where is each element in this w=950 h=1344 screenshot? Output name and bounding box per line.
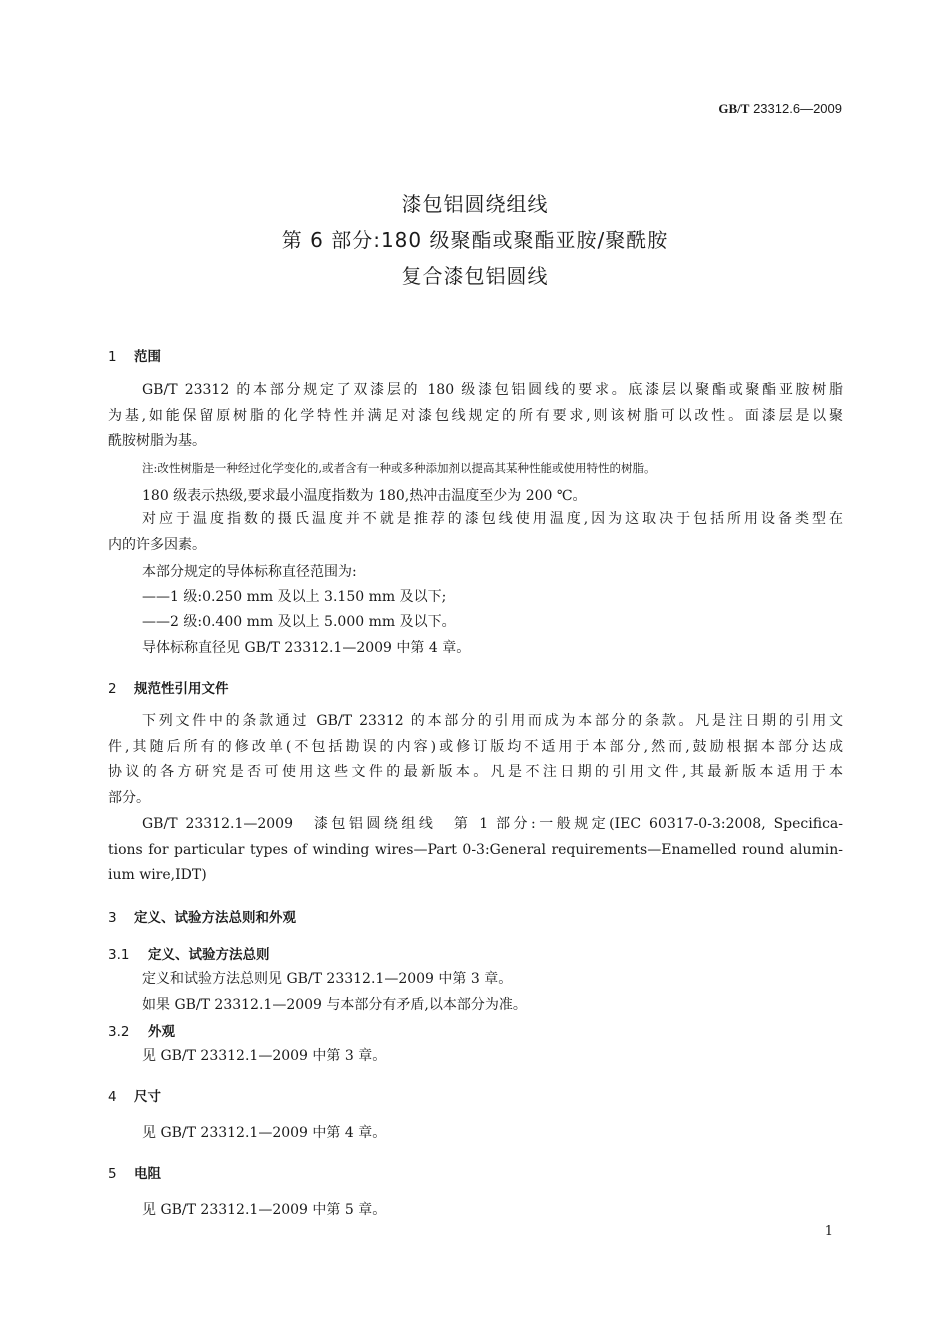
section-number: 1 — [108, 349, 117, 365]
section-title: 规范性引用文件 — [134, 681, 229, 697]
title-line-3: 复合漆包铝圆线 — [401, 264, 549, 288]
page-number: 1 — [824, 1224, 833, 1239]
text-line: 件,其随后所有的修改单(不包括勘误的内容)或修订版均不适用于本部分,然而,鼓励根据本部分达成 — [108, 738, 843, 755]
text-line: 对应于温度指数的摄氏温度并不就是推荐的漆包线使用温度,因为这取决于包括所用设备类型在 — [142, 511, 843, 527]
section-3-heading — [108, 906, 296, 926]
text-line: 酰胺树脂为基。 — [108, 433, 206, 449]
title-line-2: 第 6 部分:180 级聚酯或聚酯亚胺/聚酰胺 — [281, 228, 669, 252]
section-1-note: 注:改性树脂是一种经过化学变化的,或者含有一种或多种添加剂以提高其某种性能或使用特性的树脂。 — [142, 461, 656, 475]
title-line-1: 漆包铝圆绕组线 — [401, 192, 549, 216]
section-2-heading — [108, 677, 229, 697]
section-number: 2 — [108, 681, 117, 697]
section-1-paragraph-5: 导体标称直径见 GB/T 23312.1—2009 中第 4 章。 — [142, 640, 471, 656]
list-item: ——1 级:0.250 mm 及以上 3.150 mm 及以下; — [142, 589, 447, 605]
section-title: 尺寸 — [134, 1089, 161, 1105]
text-line: 为基,如能保留原树脂的化学特性并满足对漆包线规定的所有要求,则该树脂可以改性。面漆层是以聚 — [108, 407, 843, 424]
section-title: 电阻 — [134, 1166, 161, 1182]
text-line: tions for particular types of winding wires—Part 0-3:General requirements—Enamelled round alumin- — [108, 841, 843, 858]
section-1-paragraph-1 — [108, 378, 843, 455]
section-4-heading — [108, 1085, 161, 1105]
normative-reference — [108, 812, 843, 889]
section-1-paragraph-3 — [108, 507, 843, 558]
section-4-paragraph-1: 见 GB/T 23312.1—2009 中第 4 章。 — [142, 1125, 387, 1141]
text-line: 协议的各方研究是否可使用这些文件的最新版本。凡是不注日期的引用文件,其最新版本适用于本 — [108, 764, 843, 780]
standard-prefix: GB/T — [718, 101, 750, 116]
section-number: 5 — [108, 1166, 117, 1182]
section-1-paragraph-4: 本部分规定的导体标称直径范围为: — [142, 564, 357, 580]
section-title: 外观 — [148, 1024, 175, 1040]
section-3-2-heading — [108, 1020, 175, 1040]
section-title: 范围 — [134, 349, 161, 365]
section-title: 定义、试验方法总则和外观 — [134, 910, 296, 926]
section-number: 4 — [108, 1089, 117, 1105]
text-line: 下列文件中的条款通过 GB/T 23312 的本部分的引用而成为本部分的条款。凡是注日期的引用文 — [142, 713, 843, 729]
section-3-2-paragraph-1: 见 GB/T 23312.1—2009 中第 3 章。 — [142, 1048, 387, 1064]
section-5-paragraph-1: 见 GB/T 23312.1—2009 中第 5 章。 — [142, 1202, 387, 1218]
list-item: ——2 级:0.400 mm 及以上 5.000 mm 及以下。 — [142, 614, 456, 630]
text-line: 部分。 — [108, 789, 150, 806]
text-line: ium wire,IDT) — [108, 867, 207, 883]
section-5-heading — [108, 1162, 161, 1182]
section-number: 3.1 — [108, 947, 130, 963]
text-line: 内的许多因素。 — [108, 536, 206, 553]
section-title: 定义、试验方法总则 — [148, 947, 270, 963]
section-number: 3 — [108, 910, 117, 926]
section-1-paragraph-2: 180 级表示热级,要求最小温度指数为 180,热冲击温度至少为 200 ℃。 — [142, 488, 587, 504]
section-1-heading — [108, 345, 161, 365]
standard-code: 23312.6—2009 — [753, 101, 842, 116]
section-3-1-heading — [108, 943, 270, 963]
section-number: 3.2 — [108, 1024, 130, 1040]
section-3-1-paragraph-2: 如果 GB/T 23312.1—2009 与本部分有矛盾,以本部分为准。 — [142, 997, 527, 1013]
text-line: GB/T 23312.1—2009 漆包铝圆绕组线 第 1 部分:一般规定(IEC 60317-0-3:2008, Specifica- — [142, 816, 843, 832]
section-2-paragraph-1 — [108, 709, 843, 811]
text-line: GB/T 23312 的本部分规定了双漆层的 180 级漆包铝圆线的要求。底漆层以聚酯或聚酯亚胺树脂 — [142, 382, 843, 398]
section-3-1-paragraph-1: 定义和试验方法总则见 GB/T 23312.1—2009 中第 3 章。 — [142, 971, 513, 987]
standard-number — [718, 101, 842, 117]
